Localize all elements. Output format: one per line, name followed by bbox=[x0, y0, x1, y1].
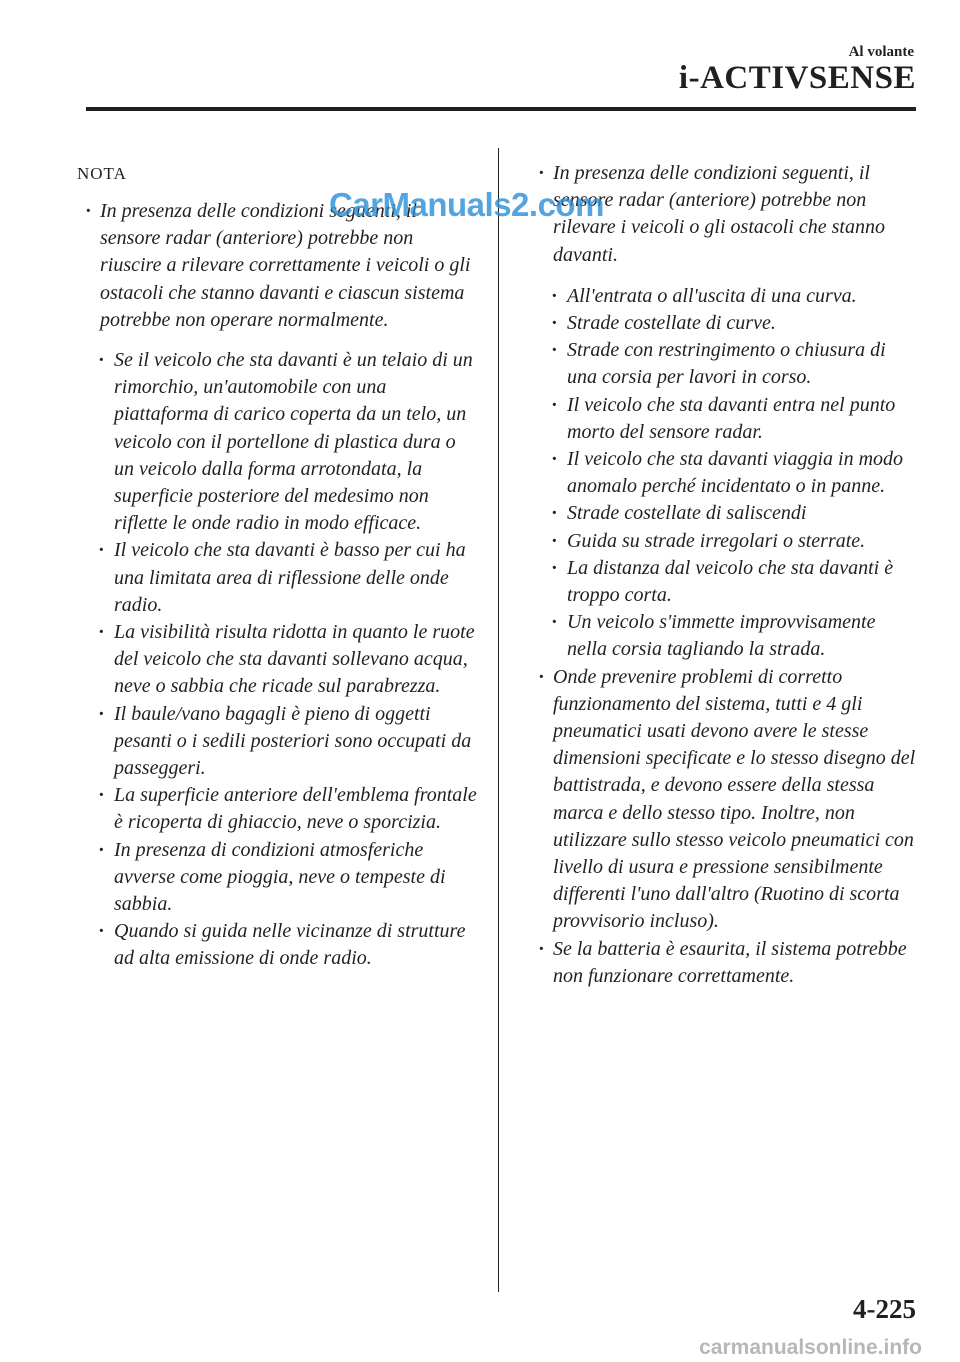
condition-item: · Il veicolo che sta davanti entra nel punto morto del sensore radar. bbox=[530, 392, 920, 446]
condition-item: · La superficie anteriore dell'emblema frontale è ricoperta di ghiaccio, neve o sporcizia. bbox=[77, 782, 477, 836]
tires-bullet: · Onde prevenire problemi di corretto funzionamento del sistema, tutti e 4 gli pneumatici usati devono avere le stesse dimensioni specificate e lo stesso disegno del battistrada, e devono essere della stessa marca e dello stesso tipo. Inoltre, non utilizzare sullo stesso veicolo pneumatici con livello di usura e pressione sensibilmente differenti l'uno dall'altro (Ruotino di scorta provvisorio incluso). bbox=[530, 664, 920, 936]
note-intro-bullet: · In presenza delle condizioni seguenti, il sensore radar (anteriore) potrebbe non riuscire a rilevare correttamente i veicoli o gli ostacoli che stanno davanti e ciascun sistema potrebbe non operare normalmente. bbox=[77, 198, 477, 334]
right-column bbox=[530, 160, 920, 990]
condition-item: · Un veicolo s'immette improvvisamente nella corsia tagliando la strada. bbox=[530, 609, 920, 663]
battery-bullet: · Se la batteria è esaurita, il sistema potrebbe non funzionare correttamente. bbox=[530, 936, 920, 990]
page-number: 4-225 bbox=[853, 1294, 916, 1324]
watermark-link[interactable]: CarManuals2.com bbox=[329, 186, 604, 223]
condition-item: · In presenza di condizioni atmosferiche avverse come pioggia, neve o tempeste di sabbia. bbox=[77, 837, 477, 919]
detection-intro-bullet: · In presenza delle condizioni seguenti, il sensore radar (anteriore) potrebbe non rilevare i veicoli o gli ostacoli che stanno davanti. bbox=[530, 160, 920, 269]
condition-item: · Strade costellate di curve. bbox=[530, 310, 920, 337]
condition-item: · La visibilità risulta ridotta in quanto le ruote del veicolo che sta davanti sollevano acqua, neve o sabbia che ricade sul parabrezza. bbox=[77, 619, 477, 701]
condition-item: · Guida su strade irregolari o sterrate. bbox=[530, 528, 920, 555]
condition-item: · Strade con restringimento o chiusura di una corsia per lavori in corso. bbox=[530, 337, 920, 391]
condition-item: · Il veicolo che sta davanti viaggia in modo anomalo perché incidentato o in panne. bbox=[530, 446, 920, 500]
note-heading: NOTA bbox=[77, 164, 127, 183]
condition-item: · Il veicolo che sta davanti è basso per cui ha una limitata area di riflessione delle onde radio. bbox=[77, 537, 477, 619]
chapter-title: i-ACTIVSENSE bbox=[678, 60, 916, 96]
condition-item: · Il baule/vano bagagli è pieno di oggetti pesanti o i sedili posteriori sono occupati da passeggeri. bbox=[77, 701, 477, 783]
condition-item: · Se il veicolo che sta davanti è un telaio di un rimorchio, un'automobile con una piattaforma di carico coperta da un telo, un veicolo con il portellone di plastica dura o un veicolo dalla forma arrotondata, la superficie posteriore del medesimo non riflette le onde radio in modo efficace. bbox=[77, 347, 477, 537]
section-label: Al volante bbox=[848, 44, 914, 60]
condition-item: · Quando si guida nelle vicinanze di strutture ad alta emissione di onde radio. bbox=[77, 918, 477, 972]
left-column bbox=[77, 160, 477, 973]
footer-watermark-link[interactable]: carmanualsonline.info bbox=[699, 1336, 922, 1359]
condition-item: · Strade costellate di saliscendi bbox=[530, 500, 920, 527]
condition-item: · La distanza dal veicolo che sta davanti è troppo corta. bbox=[530, 555, 920, 609]
column-divider bbox=[498, 148, 499, 1292]
header-rule bbox=[86, 107, 916, 111]
condition-item: · All'entrata o all'uscita di una curva. bbox=[530, 283, 920, 310]
